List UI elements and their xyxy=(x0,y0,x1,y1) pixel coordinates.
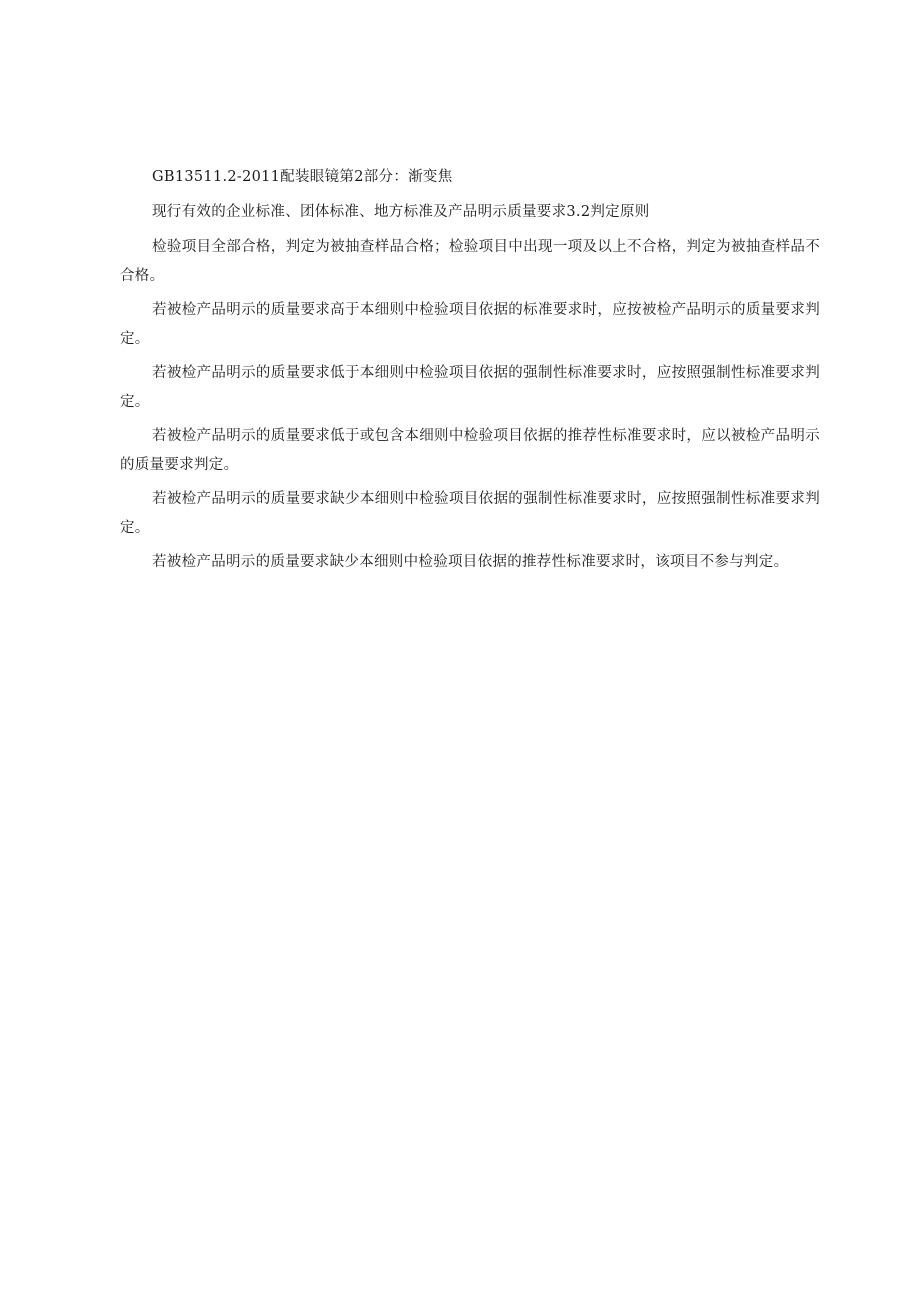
paragraph-missing-mandatory: 若被检产品明示的质量要求缺少本细则中检验项目依据的强制性标准要求时，应按照强制性标准要求判定。 xyxy=(120,491,820,536)
paragraph-lower-recommended: 若被检产品明示的质量要求低于或包含本细则中检验项目依据的推荐性标准要求时，应以被检产品明示的质量要求判定。 xyxy=(120,428,820,473)
document-body xyxy=(120,163,820,582)
paragraph-lower-mandatory: 若被检产品明示的质量要求低于本细则中检验项目依据的强制性标准要求时，应按照强制性标准要求判定。 xyxy=(120,365,820,410)
paragraph-missing-recommended: 若被检产品明示的质量要求缺少本细则中检验项目依据的推荐性标准要求时，该项目不参与判定。 xyxy=(152,554,789,570)
paragraph-higher-requirement: 若被检产品明示的质量要求高于本细则中检验项目依据的标准要求时，应按被检产品明示的质量要求判定。 xyxy=(120,302,820,347)
paragraph-standard-reference: GB13511.2-2011配装眼镜第2部分：渐变焦 xyxy=(152,169,453,185)
paragraph-judgment-principle: 检验项目全部合格，判定为被抽查样品合格；检验项目中出现一项及以上不合格，判定为被抽查样品不合格。 xyxy=(120,239,820,284)
paragraph-current-standards: 现行有效的企业标准、团体标准、地方标准及产品明示质量要求3.2判定原则 xyxy=(152,204,650,220)
